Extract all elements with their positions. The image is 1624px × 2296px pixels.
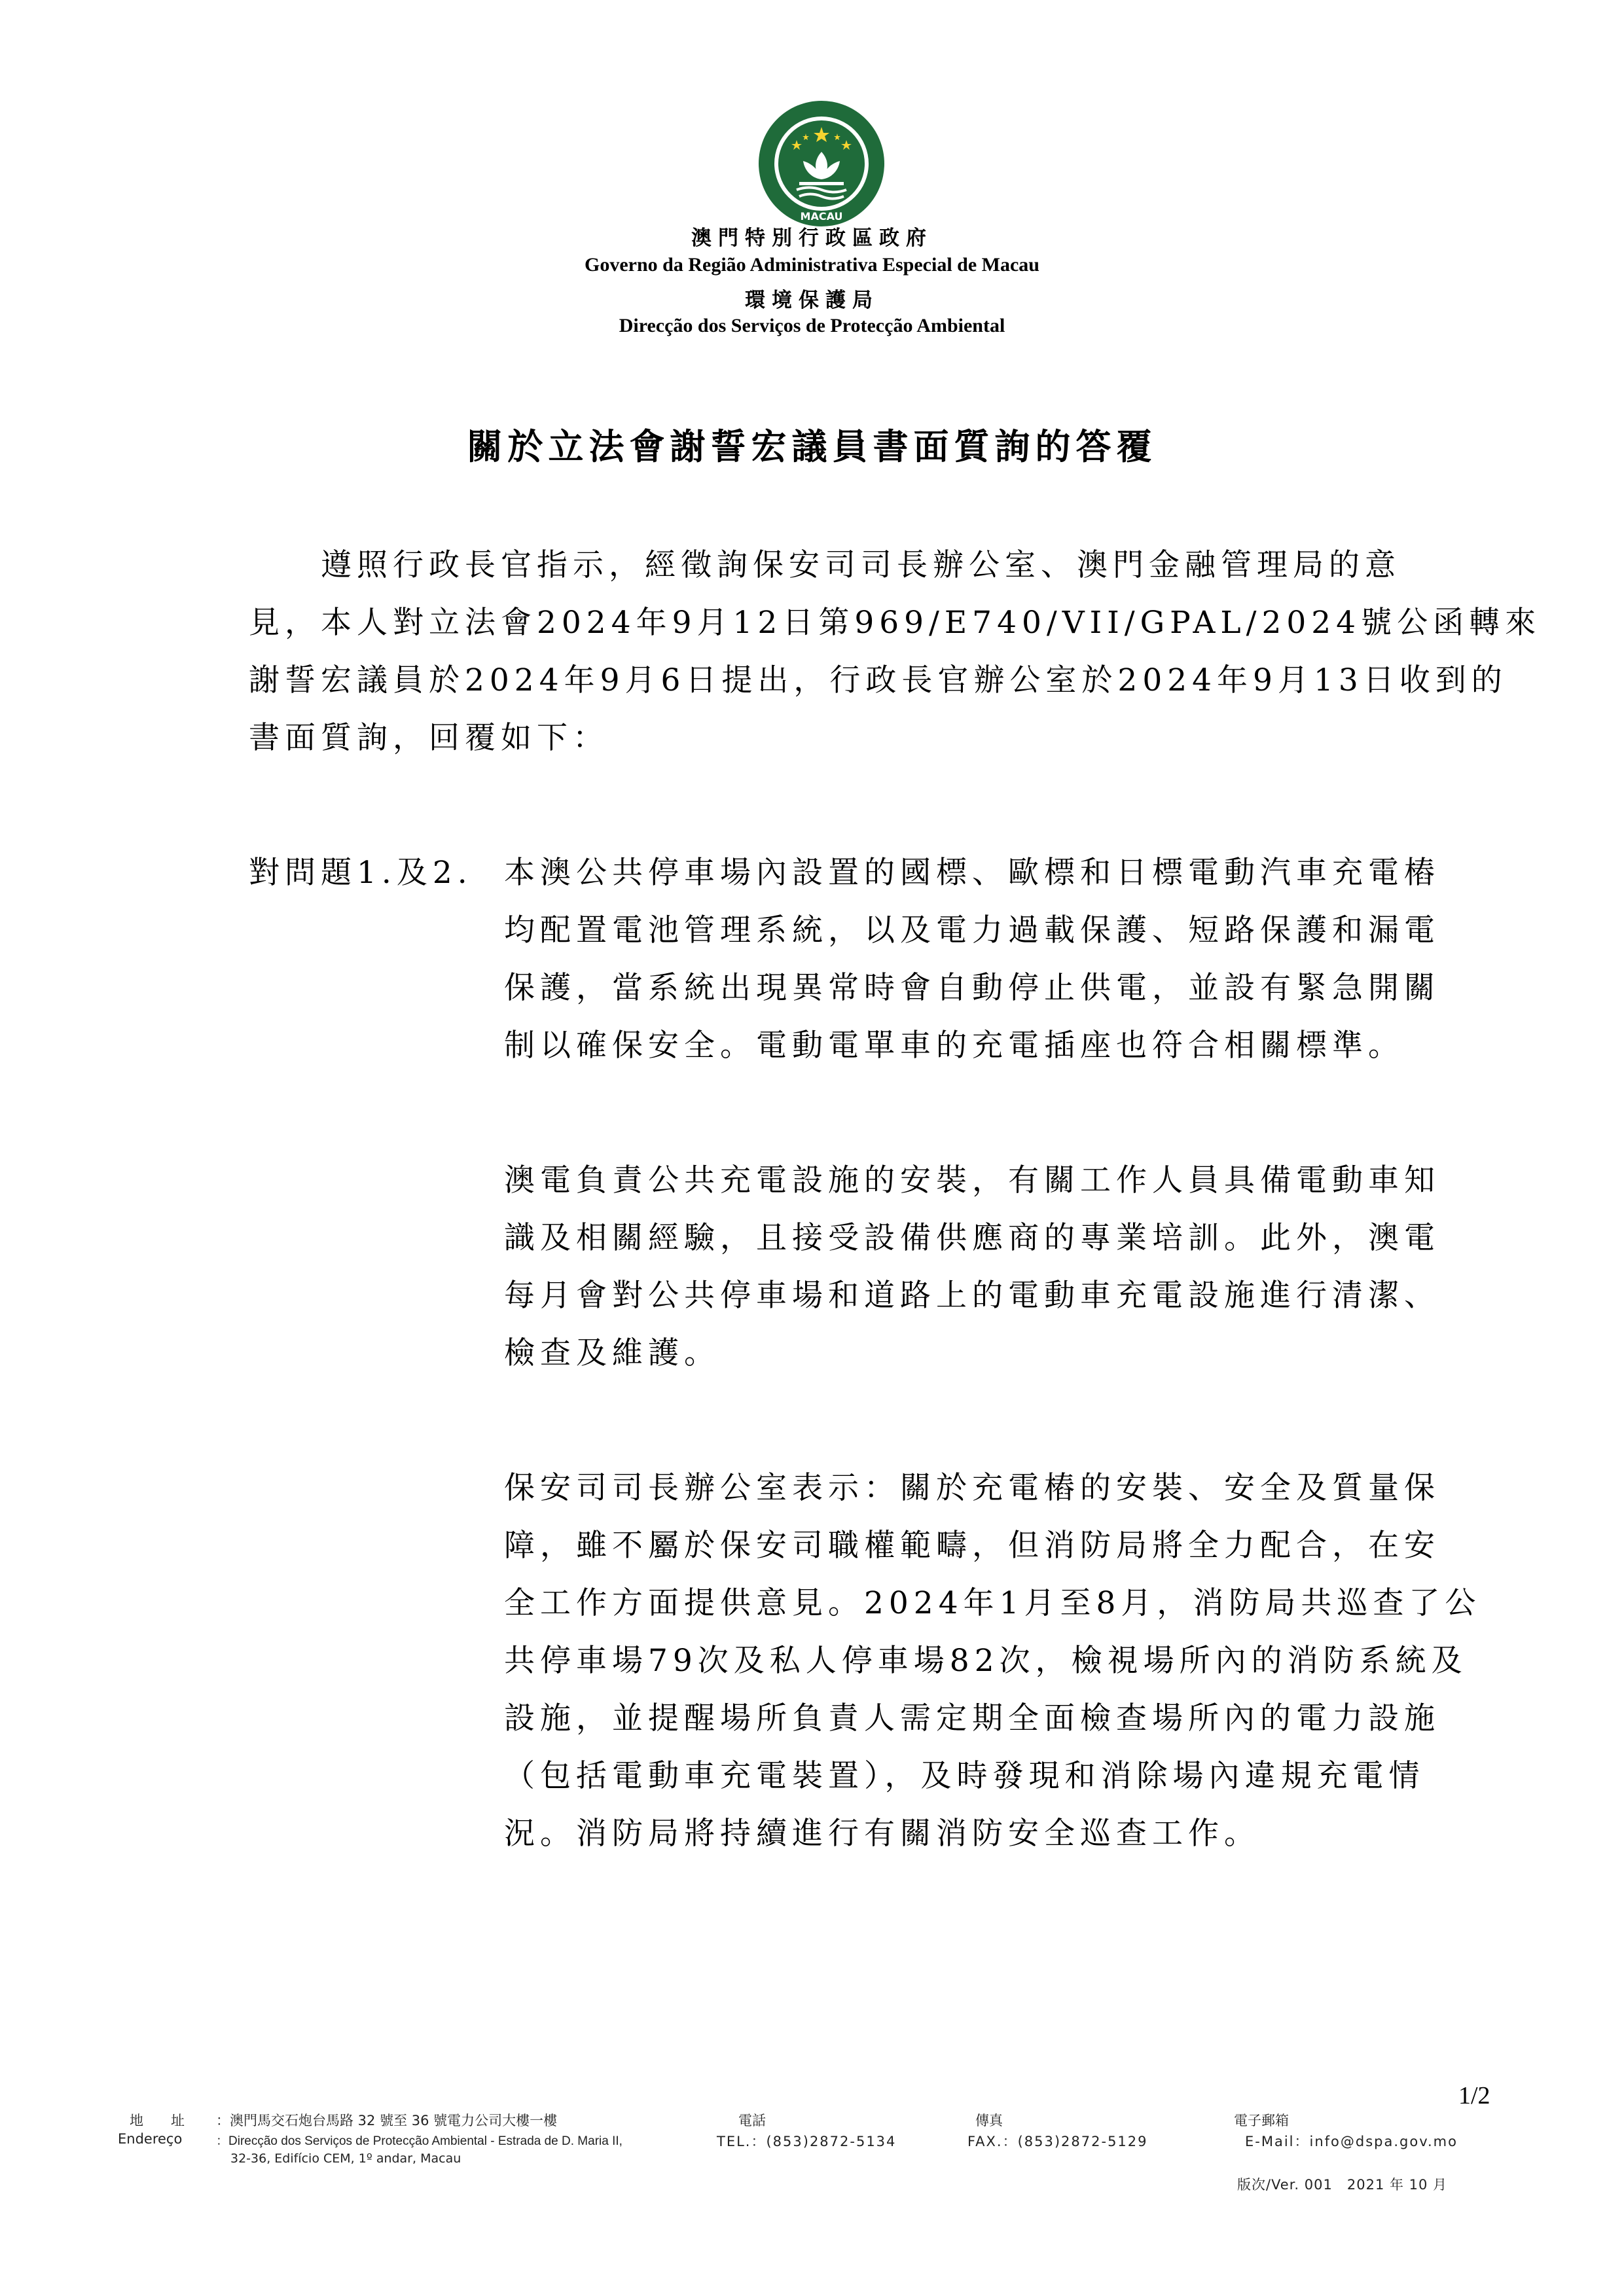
page-number: 1/2 — [1458, 2082, 1490, 2109]
answer-line: 保安司司長辦公室表示：關於充電樁的安裝、安全及質量保 — [504, 1470, 1440, 1506]
answer-line: 本澳公共停車場內設置的國標、歐標和日標電動汽車充電樁 — [504, 855, 1440, 891]
answer-line: 保護，當系統出現異常時會自動停止供電，並設有緊急開關 — [504, 970, 1440, 1006]
answer-line: 共停車場79次及私人停車場82次，檢視場所內的消防系統及 — [504, 1643, 1468, 1679]
address-label-pt: Endereço — [118, 2131, 183, 2147]
version-info: 版次/Ver. 001 2021 年 10 月 — [1237, 2177, 1448, 2193]
government-name-pt: Governo da Região Administrativa Especial de Macau — [585, 254, 1039, 276]
fax-label-cn: 傳真 — [975, 2113, 1003, 2128]
answer-line: 每月會對公共停車場和道路上的電動車充電設施進行清潔、 — [504, 1278, 1440, 1314]
answer-line: 識及相關經驗，且接受設備供應商的專業培訓。此外，澳電 — [504, 1220, 1440, 1256]
document-title: 關於立法會謝誓宏議員書面質詢的答覆 — [467, 425, 1157, 467]
answer-line: 況。消防局將持續進行有關消防安全巡查工作。 — [504, 1816, 1260, 1852]
intro-line: 遵照行政長官指示，經徵詢保安司司長辦公室、澳門金融管理局的意 — [321, 547, 1401, 583]
answer-line: 均配置電池管理系統，以及電力過載保護、短路保護和漏電 — [504, 912, 1440, 948]
answer-line: 全工作方面提供意見。2024年1月至8月，消防局共巡查了公 — [504, 1585, 1481, 1621]
answer-line: 檢查及維護。 — [504, 1335, 720, 1371]
government-name-cn: 澳門特別行政區政府 — [691, 226, 933, 250]
answer-line: 障，雖不屬於保安司職權範疇，但消防局將全力配合，在安 — [504, 1528, 1440, 1564]
address-pt-line2: 32-36, Edifício CEM, 1º andar, Macau — [230, 2151, 461, 2166]
emblem-caption: MACAU — [800, 210, 843, 223]
address-pt: ：Direcção dos Serviços de Protecção Ambiental - Estrada de D. Maria II, — [216, 2134, 623, 2148]
intro-line: 書面質詢，回覆如下： — [249, 720, 609, 756]
address-label-cn: 地 址 — [130, 2113, 185, 2128]
answer-label: 對問題1.及2. — [249, 855, 473, 891]
answer-line: 設施，並提醒場所負責人需定期全面檢查場所內的電力設施 — [504, 1700, 1440, 1736]
answer-line: （包括電動車充電裝置），及時發現和消除場內違規充電情 — [504, 1758, 1425, 1794]
address-cn: ：澳門馬交石炮台馬路 32 號至 36 號電力公司大樓一樓 — [216, 2113, 558, 2128]
email-address: E-Mail：info@dspa.gov.mo — [1245, 2134, 1458, 2149]
macau-sar-emblem-icon — [756, 98, 887, 229]
department-name-cn: 環境保護局 — [745, 289, 879, 312]
tel-number: TEL.：(853)2872-5134 — [717, 2134, 897, 2149]
answer-line: 澳電負責公共充電設施的安裝，有關工作人員具備電動車知 — [504, 1162, 1440, 1198]
tel-label-cn: 電話 — [738, 2113, 766, 2128]
fax-number: FAX.：(853)2872-5129 — [967, 2134, 1148, 2149]
answer-line: 制以確保安全。電動電單車的充電插座也符合相關標準。 — [504, 1028, 1404, 1064]
intro-line: 謝誓宏議員於2024年9月6日提出，行政長官辦公室於2024年9月13日收到的 — [249, 662, 1507, 698]
email-label-cn: 電子郵箱 — [1234, 2113, 1289, 2128]
intro-line: 見，本人對立法會2024年9月12日第969/E740/VII/GPAL/2024號公函轉來 — [249, 605, 1542, 641]
department-name-pt: Direcção dos Serviços de Protecção Ambiental — [619, 315, 1005, 336]
